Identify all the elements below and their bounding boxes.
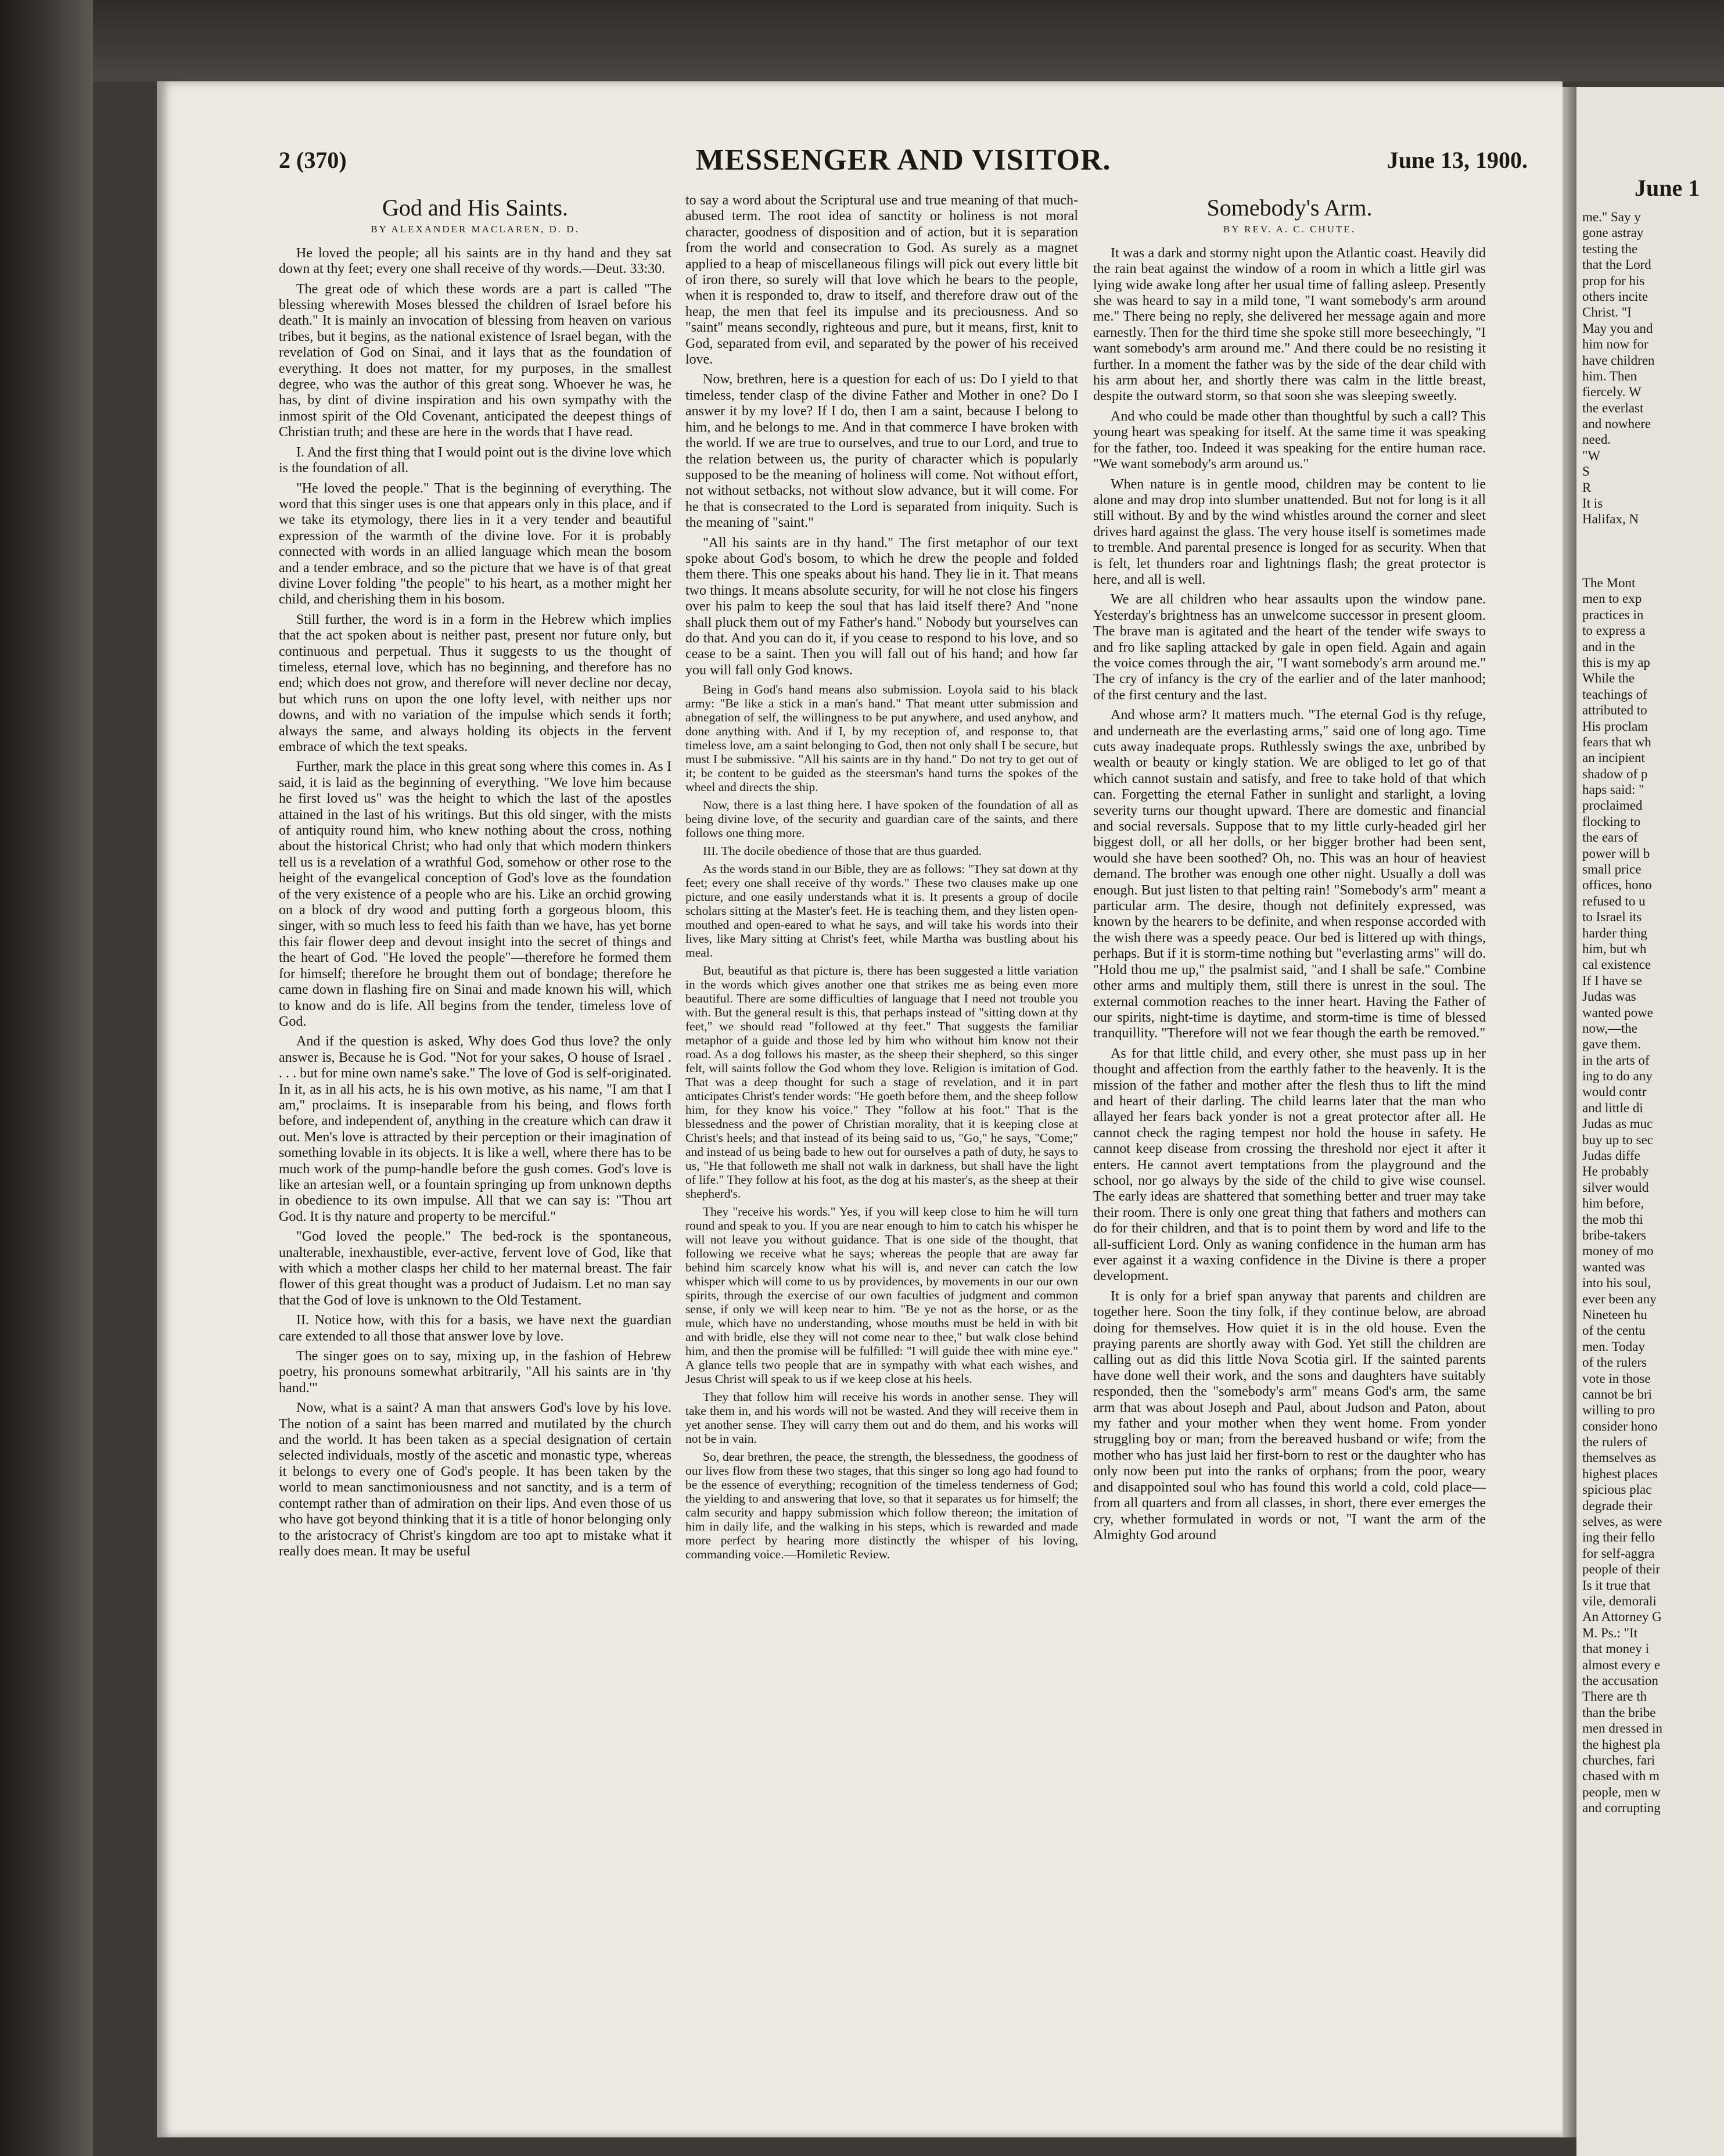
facing-page-line: need. [1582,432,1611,447]
facing-page-line: wanted powe [1582,1005,1653,1020]
paragraph: And who could be made other than thoughtful by such a call? This young heart was speaking for itself. At the same time it was speaking for the father, too. Indeed it was speaking for the entire human race. "We want somebody's arm around us." [1093,408,1486,472]
facing-page-line: prop for his [1582,273,1645,288]
facing-page-line: The Mont [1582,575,1636,590]
facing-page-line: While the [1582,671,1635,686]
facing-page-line: ever been any [1582,1291,1657,1306]
facing-page-line: the accusation [1582,1673,1658,1688]
facing-page-line: than the bribe [1582,1705,1656,1720]
facing-page-line: teachings of [1582,687,1647,702]
paragraph: II. Notice how, with this for a basis, we have next the guardian care extended to all those that answer love by love. [279,1313,671,1344]
facing-page-line: people, men w [1582,1784,1661,1799]
facing-page-line: small price [1582,862,1642,877]
facing-page-line: refused to u [1582,893,1646,908]
facing-page-line: cannot be bri [1582,1386,1653,1402]
facing-page-line: the rulers of [1582,1435,1647,1450]
article-title: Somebody's Arm. [1206,195,1373,221]
paragraph: It was a dark and stormy night upon the Atlantic coast. Heavily did the rain beat against the window of a room in which a little girl was lying wide awake long after her usual time of falling asleep. Presently she was heard to say in a mild tone, "I want somebody's arm around me." There being no reply, she delivered her message again and more earnestly. Then for the third time she spoke still more beseechingly, "I want somebody's arm around me." And there could be no resisting it further. In a moment the father was by the side of the dear child with his arm about her, and shortly there was calm in the little breast, despite the outward storm, so that soon she was sleeping sweetly. [1093,245,1486,404]
facing-page-line: May you and [1582,321,1653,336]
binding-shadow [0,0,93,2156]
facing-page-line: him, but wh [1582,941,1647,956]
facing-page-line: would contr [1582,1084,1647,1099]
column-1 [279,193,671,2098]
facing-page-line: fears that wh [1582,734,1651,749]
facing-page-line: men to exp [1582,591,1642,606]
facing-page-line: wanted was [1582,1259,1645,1274]
paragraph: It is only for a brief span anyway that parents and children are together here. Soon the tiny folk, if they continue below, are abroad doing for themselves. How quiet it is in the old house. Even the praying parents are shortly away with God. Yet still the children are calling out as did this little Nova Scotia girl. If the sainted parents have done well their work, and the sons and daughters have suitably responded, then the "somebody's arm" means God's arm, the same arm that was about Joseph and Paul, about Judson and Paton, about my father and your mother when they went home. From yonder struggling boy or man; from the bereaved husband or wife; from the mother who has just laid her first-born to rest or the daughter who has only now been put into the ranks of orphans; from the poor, weary and disappointed soul who has found this world a cold, cold place—from all quarters and from all classes, in short, there ever emerges the cry, whether formulated in words or not, "I want the arm of the Almighty God around [1093,1288,1486,1543]
facing-page-line: harder thing [1582,925,1647,940]
facing-page-line: shadow of p [1582,766,1648,781]
facing-page-line: that the Lord [1582,257,1651,272]
facing-page-line: gone astray [1582,225,1644,240]
facing-page-column [1582,209,1719,1816]
facing-page-line: themselves as [1582,1450,1657,1465]
facing-page-line: silver would [1582,1180,1649,1195]
facing-page-line: in the arts of [1582,1052,1650,1068]
paragraph: "All his saints are in thy hand." The first metaphor of our text spoke about God's bosom, to which he drew the people and folded them there. This one speaks about his hand. They lie in it. That means two things. It means absolute security, for will he not close his fingers over his palm to keep the soul that has laid itself there? And "none shall pluck them out of my Father's hand." Nobody but yourselves can do that. And you can do it, if you cease to respond to his love, and so cease to be a saint. Then you will fall out of his hand; and how far you will fall only God knows. [685,535,1078,678]
facing-page-line: the ears of [1582,830,1638,845]
article-title: God and His Saints. [382,195,568,221]
paragraph: I. And the first thing that I would point out is the divine love which is the foundation of all. [279,444,671,476]
facing-page-line: money of mo [1582,1244,1654,1259]
facing-page-line: an incipient [1582,750,1645,766]
facing-page-line: vile, demorali [1582,1593,1657,1608]
column-3 [1093,193,1486,2098]
paragraph: The singer goes on to say, mixing up, in the fashion of Hebrew poetry, his pronouns somewhat arbitrarily, "All his saints are in 'thy hand.'" [279,1349,671,1396]
paragraph: And if the question is asked, Why does God thus love? the only answer is, Because he is God. "Not for your sakes, O house of Israel . . . . but for mine own name's sake." The love of God is self-originated. In it, as in all his acts, he is his own motive, as his name, "I am that I am," proclaims. It is inseparable from his being, and flows forth before, and independent of, anything in the creature which can draw it out. Men's love is attracted by their perception or their imagination of something lovable in its objects. It is like a well, where there has to be much work of the pump-handle before the gush comes. God's love is like an artesian well, or a fountain springing up from unknown depths in obedience to its own impulse. All that we can say is: "Thou art God. It is thy nature and property to be merciful." [279,1034,671,1224]
paragraph: And whose arm? It matters much. "The eternal God is thy refuge, and underneath are the everlasting arms," said one of long ago. Time cuts away inadequate props. Ruthlessly swings the axe, unbribed by wealth or beauty or kingly station. We are obliged to let go of that which cannot sustain and satisfy, and free to take hold of that which can. Forgetting the eternal Father in sunlight and starlight, a loving severity turns our thought upward. There are domestic and financial and social reversals. Suppose that to my little curly-headed girl her biggest doll, or all her dolls, or her bigger brother had been sent, would she have been soothed? Oh, no. This was an hour of heaviest demand. The brother was enough one other night. Usually a doll was enough. But just listen to that pelting rain! "Somebody's arm" meant a particular arm. The desire, though not definitely expressed, was known by the hearers to be definite, and when response accorded with the wish there was a speedy peace. Our bed is littered up with things, perhaps. But if it is storm-time nothing but "everlasting arms" will do. "Hold thou me up," the psalmist said, "and I shall be safe." Combine other arms and multiply them, still there is unrest in the soul. The external commotion reaches to the inner heart. Having the Father of our spirits, night-time is daytime, and storm-time is time of blessed tranquillity. "Therefore will not we fear though the earth be removed." [1093,707,1486,1041]
paragraph: Further, mark the place in this great song where this comes in. As I said, it is laid as the beginning of everything. "We love him because he first loved us" was the height to which the last of the apostles attained in the last of his writings. But this old singer, with the mists of antiquity round him, who knew nothing about the cross, nothing about the historical Christ; who had only that which modern thinkers tell us is a revelation of a wrathful God, somehow or other rose to the height of the evangelical conception of God's love as the foundation of the very existence of a people who are his. Like an orchid growing on a block of dry wood and putting forth a gorgeous bloom, this singer, with so much less to feed his faith than we have, has yet borne this fair flower deep and devout insight into the secret of things and the heart of God. "He loved the people"—therefore he formed them for himself; therefore he brought them out of bondage; therefore he came down in flashing fire on Sinai and made known his will, which to know and do is life. All begins from the tender, timeless love of God. [279,759,671,1029]
facing-page-line: others incite [1582,289,1648,304]
facing-page [1576,87,1724,2156]
facing-page-line: and in the [1582,639,1635,654]
paragraph: Being in God's hand means also submission. Loyola said to his black army: "Be like a stick in a man's hand." That meant utter submission and abnegation of self, the willingness to be put anywhere, and used anyhow, and done anything with. And if I, by my reception of, and response to, that timeless love, am a saint belonging to God, then not only shall I be secure, but must I be submissive. "All his saints are in thy hand." Do not try to get out of it; be content to be guided as the steersman's hand turns the spokes of the wheel and directs the ship. [685,682,1078,795]
facing-page-line: Judas was [1582,989,1636,1004]
facing-page-line: fiercely. W [1582,385,1642,400]
paragraph: Now, there is a last thing here. I have spoken of the foundation of all as being divine love, of the security and guardian care of the saints, and there follows one thing more. [685,798,1078,840]
facing-page-line: Christ. "I [1582,305,1632,320]
scan-top-margin [0,0,1724,81]
facing-page-line: ing their fello [1582,1530,1655,1545]
facing-page-line: It is [1582,496,1603,511]
publication-name: MESSENGER AND VISITOR. [695,143,1111,177]
page-number: 2 (370) [279,147,347,173]
facing-page-header: June 1 [1635,175,1700,201]
facing-page-line: now,—the [1582,1020,1637,1036]
facing-page-line: highest places [1582,1466,1658,1481]
facing-page-line: for self-aggra [1582,1546,1655,1561]
facing-page-line: testing the [1582,241,1638,256]
facing-page-line: the everlast [1582,400,1644,415]
facing-page-line: of the rulers [1582,1355,1647,1370]
facing-page-line: practices in [1582,607,1644,622]
facing-page-line: spicious plac [1582,1482,1652,1497]
article-byline: BY ALEXANDER MACLAREN, D. D. [371,224,580,235]
issue-date: June 13, 1900. [1387,147,1528,173]
facing-page-line: people of their [1582,1562,1661,1577]
facing-page-line: "W [1582,448,1601,463]
facing-page-line: gave them. [1582,1037,1641,1052]
facing-page-line: flocking to [1582,814,1641,829]
paragraph: "God loved the people." The bed-rock is the spontaneous, unalterable, inexhaustible, ever-active, fervent love of God, like that with which a mother clasps her child to her maternal breast. The fair flower of this great thought was a product of Judaism. Let no man say that the God of love is unknown to the Old Testament. [279,1229,671,1308]
facing-page-line: His proclam [1582,718,1648,734]
facing-page-line: and corrupting [1582,1801,1661,1816]
facing-page-line: him. Then [1582,368,1637,383]
facing-page-line: men dressed in [1582,1721,1662,1736]
paragraph: They "receive his words." Yes, if you will keep close to him he will turn round and speak to you. If you are near enough to him to catch his whisper he will not leave you without guidance. That is one side of the thought, that following we receive what he says; whereas the people that are away far behind him scarcely know what his will is, and never can catch the low whisper which will come to us by providences, by movements in our our own spirits, through the exercise of our own faculties of judgment and common sense, if only we will keep near to him. "Be ye not as the horse, or as the mule, which have no understanding, whose mouths must be held in with bit and with bridle, else they will not come near to thee," but walk close behind him, and then the promise will be fulfilled: "I will guide thee with mine eye." A glance tells two people that are in sympathy with what each wishes, and Jesus Christ will speak to us if we keep close at his heels. [685,1205,1078,1386]
paragraph: Now, brethren, here is a question for each of us: Do I yield to that timeless, tender clasp of the divine Father and Mother in one? Do I answer it by my love? If I do, then I am a saint, because I belong to him, and he belongs to me. And in that commerce I have broken with the world. If we are true to ourselves, and true to our Lord, and true to the relation between us, the purity of character which is popularly supposed to be the meaning of holiness will come. Not without effort, not without setbacks, not without slow advance, but it will come. For he that is consecrated to the Lord is separated from iniquity. Such is the meaning of "saint." [685,372,1078,531]
facing-page-line: churches, fari [1582,1752,1655,1767]
facing-page-line [1582,559,1719,575]
facing-page-line: power will b [1582,846,1650,861]
facing-page-line: cal existence [1582,957,1651,972]
paragraph: They that follow him will receive his words in another sense. They will take them in, and his words will not be wasted. And they will receive them in yet another sense. They will carry them out and do them, and his works will not be in vain. [685,1390,1078,1446]
facing-page-line [1582,527,1719,543]
facing-page-line: Judas diffe [1582,1148,1640,1163]
facing-page-line: bribe-takers [1582,1228,1646,1242]
paragraph: III. The docile obedience of those that are thus guarded. [703,844,982,858]
facing-page-line: the highest pla [1582,1737,1661,1752]
facing-page-line: chased with m [1582,1769,1660,1784]
facing-page-line: There are th [1582,1689,1647,1704]
paragraph: As for that little child, and every other, she must pass up in her thought and affection from the earthly father to the heavenly. It is the mission of the father and mother after the flesh thus to lift the mind and heart of their darling. The child learns later that the man who allayed her fears back yonder is not a great protector after all. He cannot check the raging tempest nor hold the house in safety. He cannot keep disease from crossing the threshold nor eject it after it enters. He cannot avert temptations from the playground and the school, nor go always by the side of the child to give wise counsel. The early ideas are shattered that something better and truer may take their room. There is only one great thing that fathers and mothers can do for their children, and that is to point them by word and life to the all-sufficient Lord. Only as waning confidence in the human arm has ever against it a waxing confidence in the Divine is there a proper development. [1093,1045,1486,1284]
newspaper-page [157,81,1563,2137]
facing-page-line: Judas as muc [1582,1116,1653,1131]
facing-page-line: that money i [1582,1641,1649,1656]
paragraph: We are all children who hear assaults upon the window pane. Yesterday's brightness has an unwelcome successor in present gloom. The brave man is agitated and the heart of the tender wife sways to and fro like sapling attacked by gale in open field. Again and again the voice comes through the air, "I want somebody's arm around me." The cry of infancy is the cry of the earlier and of the later manhood; of the first century and the last. [1093,592,1486,703]
facing-page-line: Nineteen hu [1582,1307,1647,1322]
facing-page-line: He probably [1582,1164,1649,1179]
facing-page-line: If I have se [1582,973,1642,988]
page-header [279,143,1528,200]
paragraph: Now, what is a saint? A man that answers God's love by his love. The notion of a saint has been marred and mutilated by the church and the world. It has been taken as a special designation of certain selected individuals, mostly of the ascetic and monastic type, whereas it belongs to every one of God's people. It has been taken by the world to mean sanctimoniousness and not sanctity, and is a term of contempt rather than of admiration on their lips. And even those of us who have got beyond thinking that it is a title of honor belonging only to the aristocracy of Christ's kingdom are too apt to mistake what it really does mean. It may be useful [279,1400,671,1559]
facing-page-line [1582,543,1719,559]
paragraph: So, dear brethren, the peace, the strength, the blessedness, the goodness of our lives flow from these two stages, that this singer so long ago had found to be the essence of everything; recognition of the timeless tenderness of God; the yielding to and answering that love, so that it separates us for himself; the calm security and happy submission which follow thereon; the imitation of him in daily life, and the walking in his steps, which is rewarded and made more perfect by hearing more distinctly the whisper of his loving, commanding voice.—Homiletic Review. [685,1450,1078,1562]
paragraph: Still further, the word is in a form in the Hebrew which implies that the act spoken about is neither past, present nor future only, but continuous and perpetual. Thus it suggests to us the thought of timeless, eternal love, which has no beginning, and therefore has no end; which does not grow, and therefore will never decline nor decay, but which runs on upon the one lofty level, with neither ups nor downs, and with no variation of the impulse which sends it forth; always the same, and always holding its objects in the fervent embrace of which the text speaks. [279,612,671,754]
facing-page-line: have children [1582,353,1655,368]
facing-page-line: buy up to sec [1582,1132,1654,1147]
facing-page-line: to Israel its [1582,910,1642,925]
facing-page-line: me." Say y [1582,210,1641,224]
facing-page-line: consider hono [1582,1418,1658,1433]
facing-page-line: S [1582,464,1590,479]
facing-page-line: M. Ps.: "It [1582,1625,1638,1640]
paragraph: But, beautiful as that picture is, there has been suggested a little variation in the words which gives another one that strikes me as being even more beautiful. There are some difficulties of language that I need not trouble you with. But the general result is this, that perhaps instead of "sitting down at thy feet," we should read "followed at thy feet." That suggests the familiar metaphor of a guide and those led by him who without him know not their road. As a dog follows his master, as the sheep their shepherd, so this singer felt, will saints follow the God whom they love. Religion is imitation of God. That was a deep thought for such a stage of revelation, and it in part anticipates Christ's tender words: "He goeth before them, and the sheep follow him, for they know his voice." They "follow at his foot." That is the blessedness and the power of Christian morality, that it is keeping close at Christ's heels; and that instead of its being said to us, "Go," he says, "Come;" and instead of us being bade to hew out for ourselves a path of duty, he says to us, "He that followeth me shall not walk in darkness, but shall have the light of life." They follow at his foot, as the dog at his master's, as the sheep at their shepherd's. [685,964,1078,1201]
paragraph: The great ode of which these words are a part is called "The blessing wherewith Moses blessed the children of Israel before his death." It is mainly an invocation of blessing from heaven on various tribes, but it begins, as the national existence of Israel began, with the revelation of God on Sinai, and it lays that as the foundation of everything. It does not matter, for my purposes, in the smallest degree, who was the author of this great song. Whoever he was, he has, by dint of divine inspiration and his own sympathy with the inmost spirit of the Old Covenant, anticipated the deepest things of Christian truth; and these are here in the words that I have read. [279,281,671,440]
facing-page-line: and nowhere [1582,416,1651,432]
facing-page-line: selves, as were [1582,1514,1662,1529]
facing-page-line: attributed to [1582,703,1647,718]
facing-page-line: the mob thi [1582,1212,1643,1227]
page-edge [1563,87,1576,2137]
facing-page-line: and little di [1582,1100,1643,1115]
facing-page-line: degrade their [1582,1498,1653,1513]
facing-page-line: Is it true that [1582,1578,1650,1593]
paragraph: When nature is in gentle mood, children may be content to lie alone and may drop into slumber unattended. But not for long is it all still without. By and by the wind whistles around the corner and sleet drives hard against the glass. The very house itself is sometimes made to tremble. And parental presence is longed for as security. When that is felt, let thunders roar and lightnings flash; the great protector is here, and all is well. [1093,476,1486,587]
column-2 [685,193,1078,2098]
facing-page-line: An Attorney G [1582,1609,1662,1625]
facing-page-line: this is my ap [1582,655,1650,670]
facing-page-line: him now for [1582,337,1648,352]
article-byline: BY REV. A. C. CHUTE. [1223,224,1356,235]
facing-page-line: vote in those [1582,1371,1651,1386]
paragraph: to say a word about the Scriptural use and true meaning of that much-abused term. The root idea of sanctity or holiness is not moral character, goodness of disposition and of action, but it is separation from the world and consecration to God. As surely as a magnet applied to a heap of miscellaneous filings will pick out every little bit of iron there, so surely will that love which he bears to the people, when it is responded to, draw to itself, and therefore draw out of the heap, the men that feel its impulse and its preciousness. And so "saint" means secondly, righteous and pure, but it means, first, knit to God, separated from evil, and separated by the power of his received love. [685,193,1078,368]
facing-page-line: him before, [1582,1196,1644,1211]
facing-page-line: offices, hono [1582,878,1652,893]
facing-page-line: into his soul, [1582,1275,1651,1291]
facing-page-line: of the centu [1582,1323,1646,1338]
facing-page-line: haps said: " [1582,782,1644,797]
paragraph: "He loved the people." That is the beginning of everything. The word that this singer uses is one that appears only in this place, and if we take its etymology, there lies in it a very tender and beautiful expression of the warmth of the divine love. For it is probably connected with words in an allied language which mean the bosom and a tender embrace, and so the picture that we have is of that great divine Lover folding "the people" to his heart, as a mother might her child, and cherishing them in his bosom. [279,480,671,608]
facing-page-line: willing to pro [1582,1403,1655,1418]
facing-page-line: to express a [1582,623,1646,638]
facing-page-line: almost every e [1582,1657,1661,1672]
facing-page-line: ing to do any [1582,1069,1653,1084]
facing-page-line: R [1582,480,1592,495]
facing-page-line: men. Today [1582,1339,1645,1354]
facing-page-line: Halifax, N [1582,512,1639,527]
facing-page-line: proclaimed [1582,798,1643,813]
paragraph: As the words stand in our Bible, they are as follows: "They sat down at thy feet; every one shall receive of thy words." These two clauses make up one picture, and one easily understands what it is. It presents a group of docile scholars sitting at the Master's feet. He is teaching them, and they listen open-mouthed and open-eared to what he says, and will take his words into their lives, like Mary sitting at Christ's feet, while Martha was bustling about his meal. [685,862,1078,960]
paragraph: He loved the people; all his saints are in thy hand and they sat down at thy feet; every one shall receive of thy words.—Deut. 33:30. [279,245,671,277]
